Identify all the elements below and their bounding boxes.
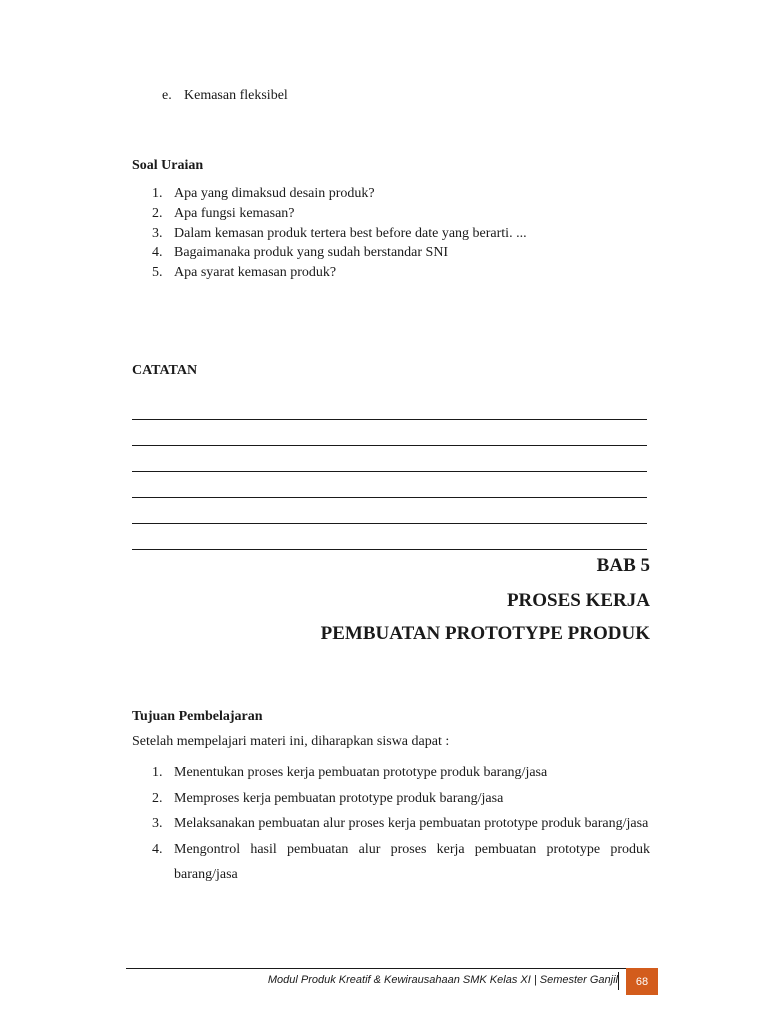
question-text: Apa fungsi kemasan? (174, 205, 295, 221)
note-line (132, 420, 647, 446)
question-item (152, 184, 527, 204)
chapter-title-line1: PROSES KERJA (506, 590, 650, 611)
objective-item (152, 837, 650, 888)
question-number: 2. (152, 205, 163, 221)
objective-number: 4. (152, 841, 163, 857)
soal-uraian-list (152, 184, 527, 283)
question-item (152, 204, 527, 224)
catatan-heading: CATATAN (132, 363, 198, 378)
question-item (152, 224, 527, 244)
question-number: 1. (152, 186, 163, 201)
question-text: Bagaimanaka produk yang sudah berstandar SNI (174, 245, 449, 261)
question-item (152, 263, 527, 283)
list-letter: e. (162, 88, 172, 103)
question-item (152, 243, 527, 263)
list-item-e (162, 88, 288, 104)
tujuan-list (152, 760, 650, 888)
chapter-title-line2: PEMBUATAN PROTOTYPE PRODUK (320, 623, 650, 644)
objective-number: 1. (152, 765, 163, 780)
objective-text: Memproses kerja pembuatan prototype produk barang/jasa (174, 790, 504, 806)
objective-item (152, 786, 650, 812)
question-text: Apa syarat kemasan produk? (174, 265, 337, 281)
list-item-text: Kemasan fleksibel (184, 88, 288, 103)
question-text: Dalam kemasan produk tertera best before date yang berarti. ... (174, 225, 527, 241)
footer-separator (618, 972, 619, 990)
tujuan-intro: Setelah mempelajari materi ini, diharapkan siswa dapat : (132, 734, 450, 749)
objective-text: Melaksanakan pembuatan alur proses kerja pembuatan prototype produk barang/jasa (174, 816, 649, 831)
question-number: 3. (152, 225, 163, 241)
question-number: 5. (152, 265, 163, 281)
objective-number: 2. (152, 790, 163, 806)
footer-rule (126, 968, 630, 969)
question-number: 4. (152, 245, 163, 261)
objective-number: 3. (152, 816, 163, 831)
question-text: Apa yang dimaksud desain produk? (174, 186, 375, 201)
note-line (132, 524, 647, 550)
soal-uraian-heading: Soal Uraian (132, 158, 204, 173)
note-line (132, 498, 647, 524)
page-number: 68 (626, 968, 658, 995)
tujuan-heading: Tujuan Pembelajaran (132, 709, 263, 724)
note-line (132, 472, 647, 498)
objective-item (152, 811, 650, 837)
footer-text: Modul Produk Kreatif & Kewirausahaan SMK Kelas XI | Semester Ganjil (267, 974, 618, 986)
objective-item (152, 760, 650, 786)
objective-text: Mengontrol hasil pembuatan alur proses kerja pembuatan prototype produk barang/jasa (174, 841, 650, 882)
note-line (132, 394, 647, 420)
catatan-lines (132, 394, 647, 550)
note-line (132, 446, 647, 472)
objective-text: Menentukan proses kerja pembuatan prototype produk barang/jasa (174, 765, 548, 780)
chapter-number: BAB 5 (596, 555, 650, 576)
